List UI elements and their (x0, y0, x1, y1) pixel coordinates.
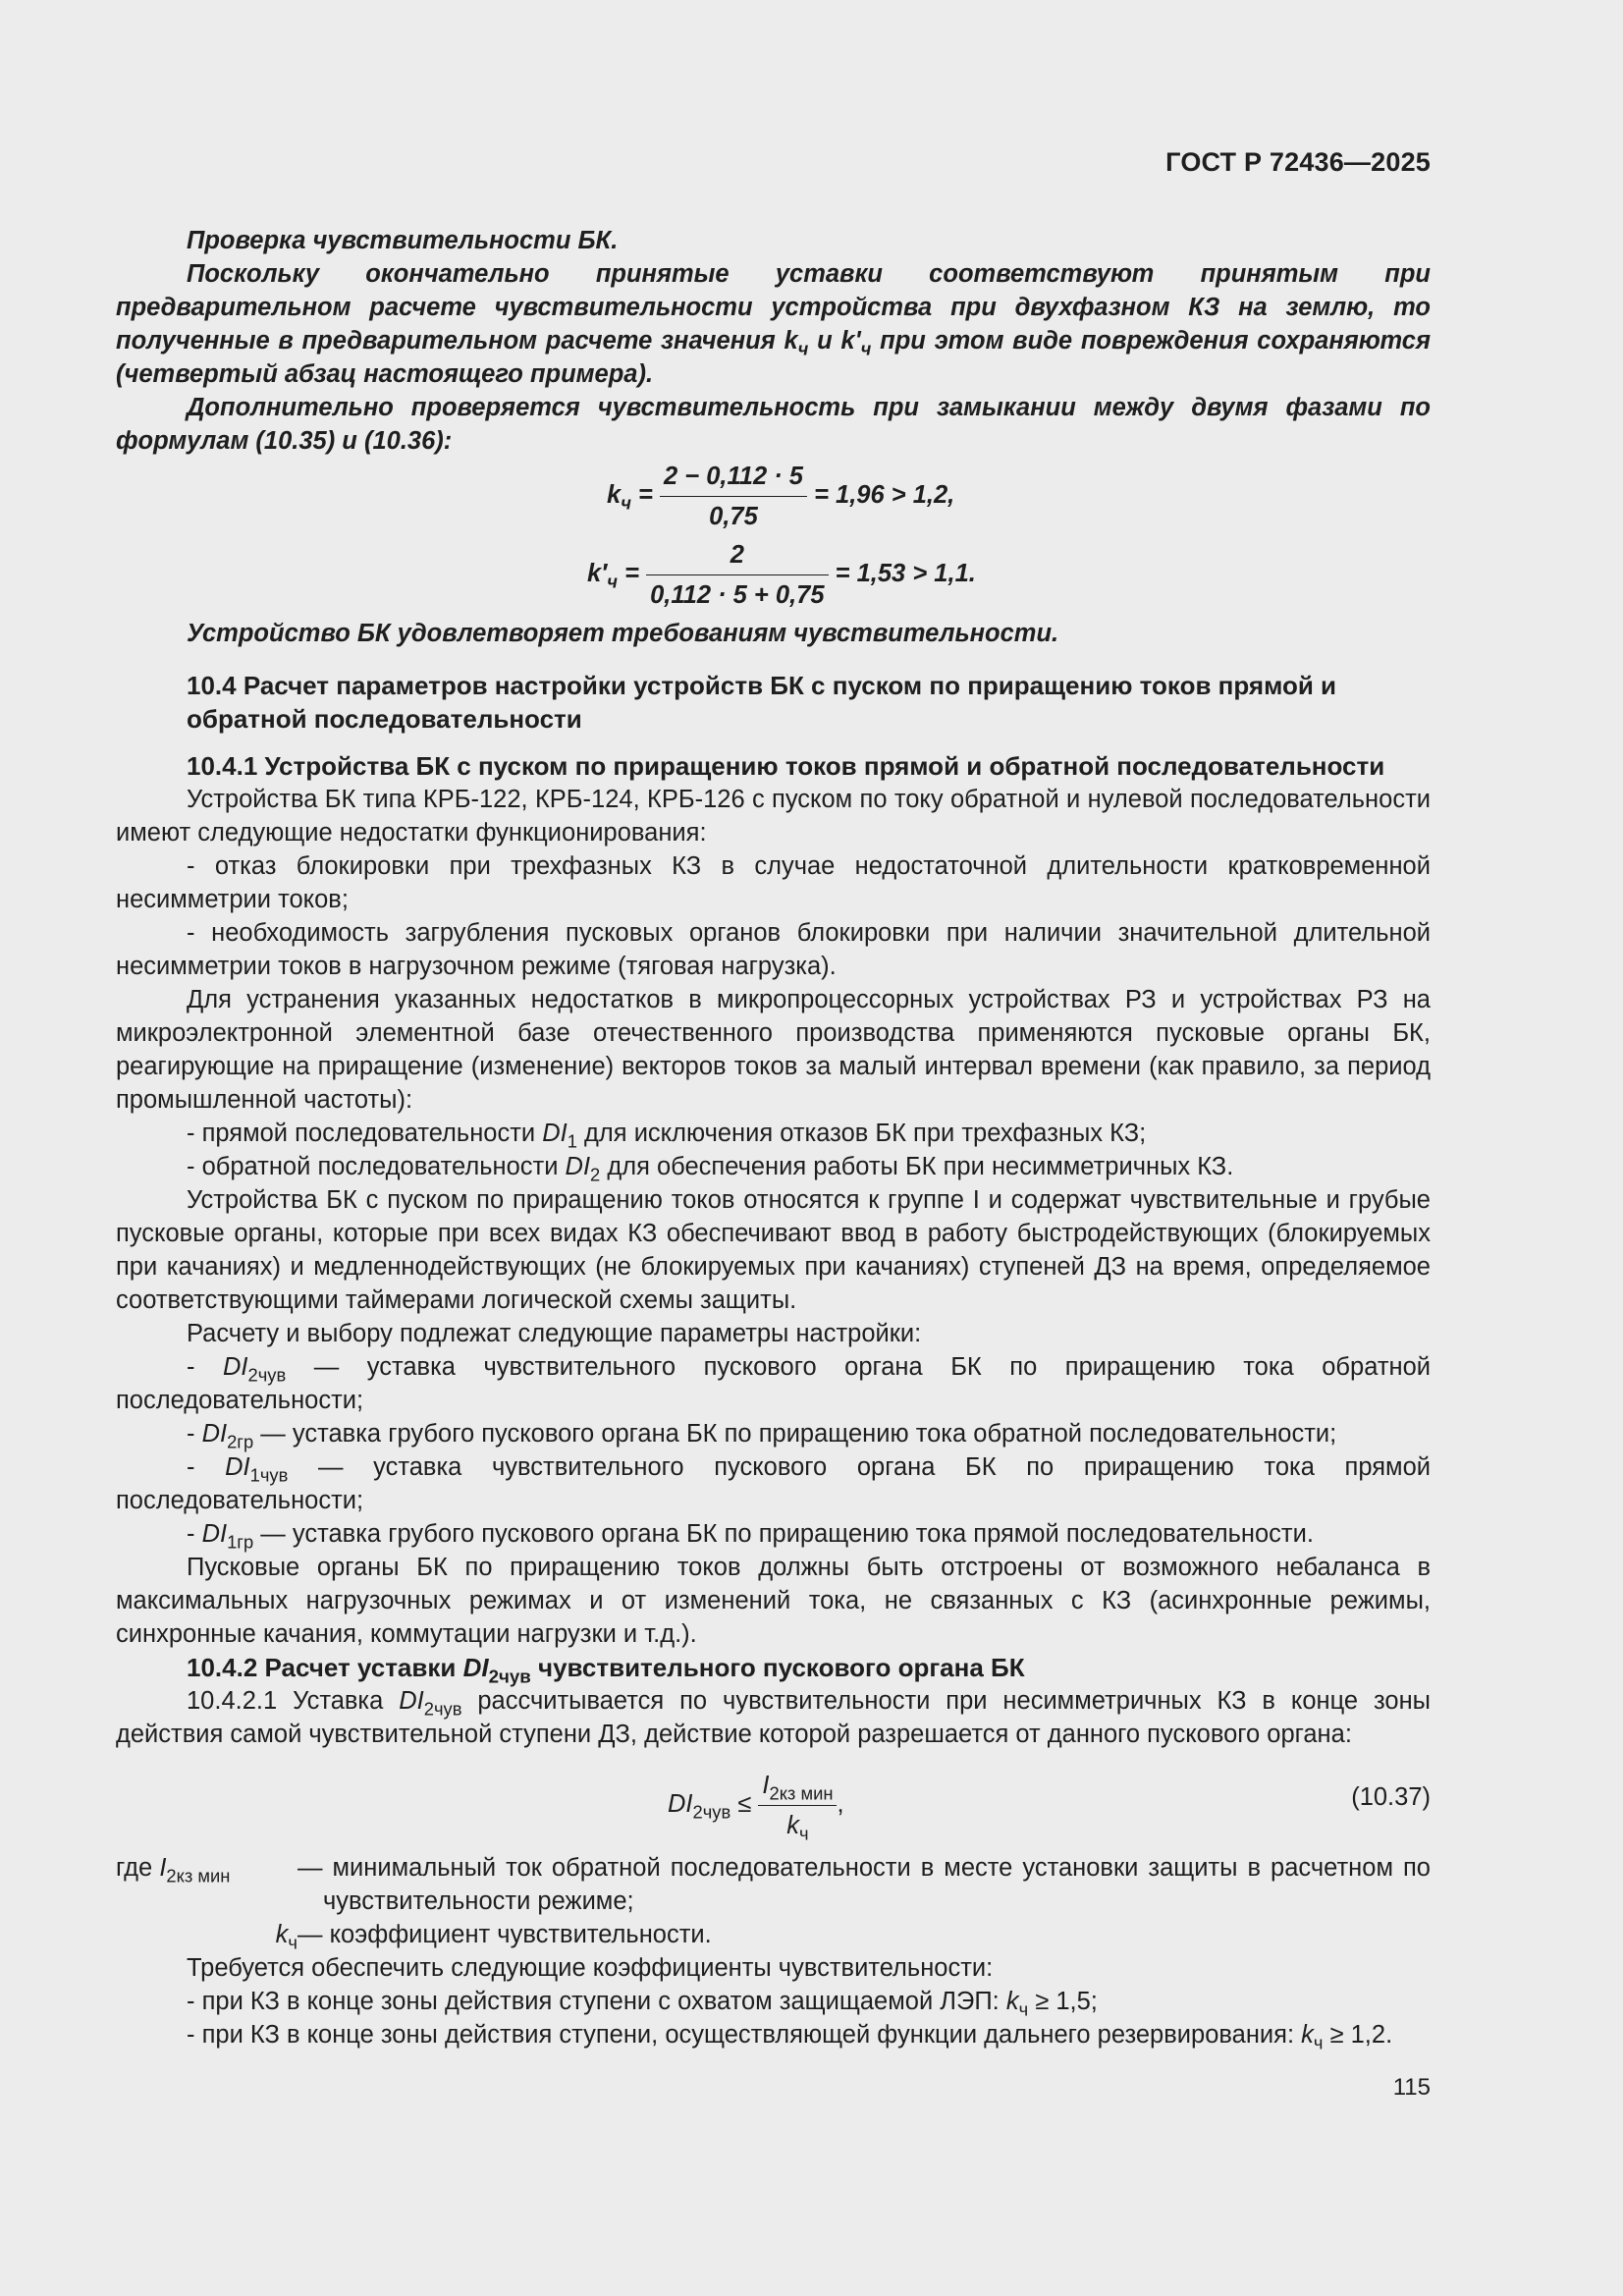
s1041-def-1: - $DI_{2чув}$ — уставка чувствительного пускового органа БК по приращению тока обратной последовательности; (116, 1353, 1432, 1414)
standard-header: ГОСТ Р 72436—2025 (1165, 147, 1431, 177)
formula-2-result: = 1,53 > 1,1. (828, 560, 976, 588)
formula-2: $k'_ч$ = $\frac{2}{0,112 \cdot 5 + 0,75}$ = 1,53 > 1,1. (116, 534, 1431, 613)
s1042-requirement-1: - при КЗ в конце зоны действия ступени с охватом защищаемой ЛЭП: $k_ч \ge 1,5$; (187, 1988, 1098, 2020)
formula-10-37: $DI_{2чув}$ ≤ $\frac{I_{2кз мин}}{k_ч}$ , (10.37) (116, 1759, 1431, 1851)
s1041-bullet-3: - прямой последовательности $DI_1$ для исключения отказов БК при трехфазных КЗ; (187, 1120, 1147, 1152)
s1041-def-2: - $DI_{2гр}$ — уставка грубого пускового органа БК по приращению тока обратной последовательности; (187, 1420, 1337, 1452)
check-conclusion: Устройство БК удовлетворяет требованиям чувствительности. (187, 620, 1059, 647)
s1041-paragraph-3: Устройства БК с пуском по приращению токов относятся к группе I и содержат чувствительные и грубые пусковые органы, которые при всех видах КЗ обеспечивают ввод в работу быстродействующих (блокируемых при качаниях) и медленнодействующих (не блокируемых при качаниях) ступеней ДЗ на время, определяемое соответствующими таймерами логической схемы защиты. (116, 1186, 1431, 1314)
s1041-def-3: - $DI_{1чув}$ — уставка чувствительного пускового органа БК по приращению тока прямой последовательности; (116, 1453, 1431, 1514)
s1041-bullet-4: - обратной последовательности $DI_2$ для обеспечения работы БК при несимметричных КЗ. (187, 1153, 1234, 1185)
formula-1: $k_ч$ = $\frac{2 - 0,112 \cdot 5}{0,75}$ = 1,96 > 1,2, (116, 458, 1431, 534)
section-10-4-title: 10.4 Расчет параметров настройки устройств БК с пуском по приращению токов прямой и обратной последовательности (187, 671, 1337, 734)
check-title: Проверка чувствительности БК. (187, 227, 619, 254)
section-10-4-1-title: 10.4.1 Устройства БК с пуском по приращению токов прямой и обратной последовательности (187, 751, 1385, 781)
where-clause-1: где $I_{2кз мин}$ — минимальный ток обратной последовательности в месте установки защиты в расчетном по чувствительности режиме; (116, 1854, 1431, 1915)
formula-1-result: = 1,96 > 1,2, (806, 481, 955, 510)
s1041-def-4: - $DI_{1гр}$ — уставка грубого пускового органа БК по приращению тока прямой последовательности. (187, 1520, 1314, 1553)
check-paragraph-1: Поскольку окончательно принятые уставки соответствуют принятым при предварительном расчете чувствительности устройства при двухфазном КЗ на землю, то полученные в предварительном расчете значения $k_ч$ и $k'_ч$ при этом виде повреждения сохраняются (четвертый абзац настоящего примера). (116, 260, 1431, 388)
s1041-paragraph-4: Расчету и выбору подлежат следующие параметры настройки: (187, 1320, 922, 1347)
s1041-bullet-2: - необходимость загрубления пусковых органов блокировки при наличии значительной длительной несимметрии токов в нагрузочном режиме (тяговая нагрузка). (116, 919, 1431, 980)
formula-10-37-fraction: $\frac{I_{2кз мин}}{k_ч}$ (758, 1769, 837, 1842)
formula-1-lhs: $k_ч$ (607, 481, 631, 514)
section-10-4-2-title: 10.4.2 Расчет уставки $DI_{2чув}$ чувствительного пускового органа БК (187, 1653, 1025, 1687)
s1041-paragraph-5: Пусковые органы БК по приращению токов должны быть отстроены от возможного небаланса в максимальных нагрузочных режимах и от изменений тока, не связанных с КЗ (асинхронные режимы, синхронные качания, коммутации нагрузки и т.д.). (116, 1554, 1431, 1648)
s1042-requirement-2: - при КЗ в конце зоны действия ступени, осуществляющей функции дальнего резервирования: $k_ч \ge 1,2$. (187, 2021, 1393, 2053)
s1041-bullet-1: - отказ блокировки при трехфазных КЗ в случае недостаточной длительности кратковременной несимметрии токов; (116, 852, 1431, 913)
where-clause-2: $k_ч$ — коэффициент чувствительности. (275, 1921, 712, 1953)
s1042-paragraph-1: 10.4.2.1 Уставка $DI_{2чув}$ рассчитывается по чувствительности при несимметричных КЗ в конце зоны действия самой чувствительной ступени ДЗ, действие которой разрешается от данного пускового органа: (116, 1687, 1431, 1748)
formula-2-fraction: $\frac{2}{0,112 \cdot 5 + 0,75}$ (646, 538, 828, 612)
equation-number: (10.37) (1351, 1783, 1431, 1811)
formula-1-fraction: $\frac{2 - 0,112 \cdot 5}{0,75}$ (660, 460, 807, 533)
page-number: 115 (1392, 2074, 1431, 2101)
formula-2-lhs: $k'_ч$ (587, 560, 619, 592)
s1041-paragraph-2: Для устранения указанных недостатков в микропроцессорных устройствах РЗ и устройствах РЗ на микроэлектронной элементной базе отечественного производства применяются пусковые органы БК, реагирующие на приращение (изменение) векторов токов за малый интервал времени (как правило, за период промышленной частоты): (116, 986, 1431, 1114)
page-body (116, 224, 1431, 2051)
check-paragraph-2: Дополнительно проверяется чувствительность при замыкании между двумя фазами по формулам (10.35) и (10.36): (116, 394, 1431, 455)
s1042-paragraph-2: Требуется обеспечить следующие коэффициенты чувствительности: (187, 1954, 994, 1982)
s1041-paragraph-1: Устройства БК типа КРБ-122, КРБ-124, КРБ-126 с пуском по току обратной и нулевой последовательности имеют следующие недостатки функционирования: (116, 786, 1431, 847)
